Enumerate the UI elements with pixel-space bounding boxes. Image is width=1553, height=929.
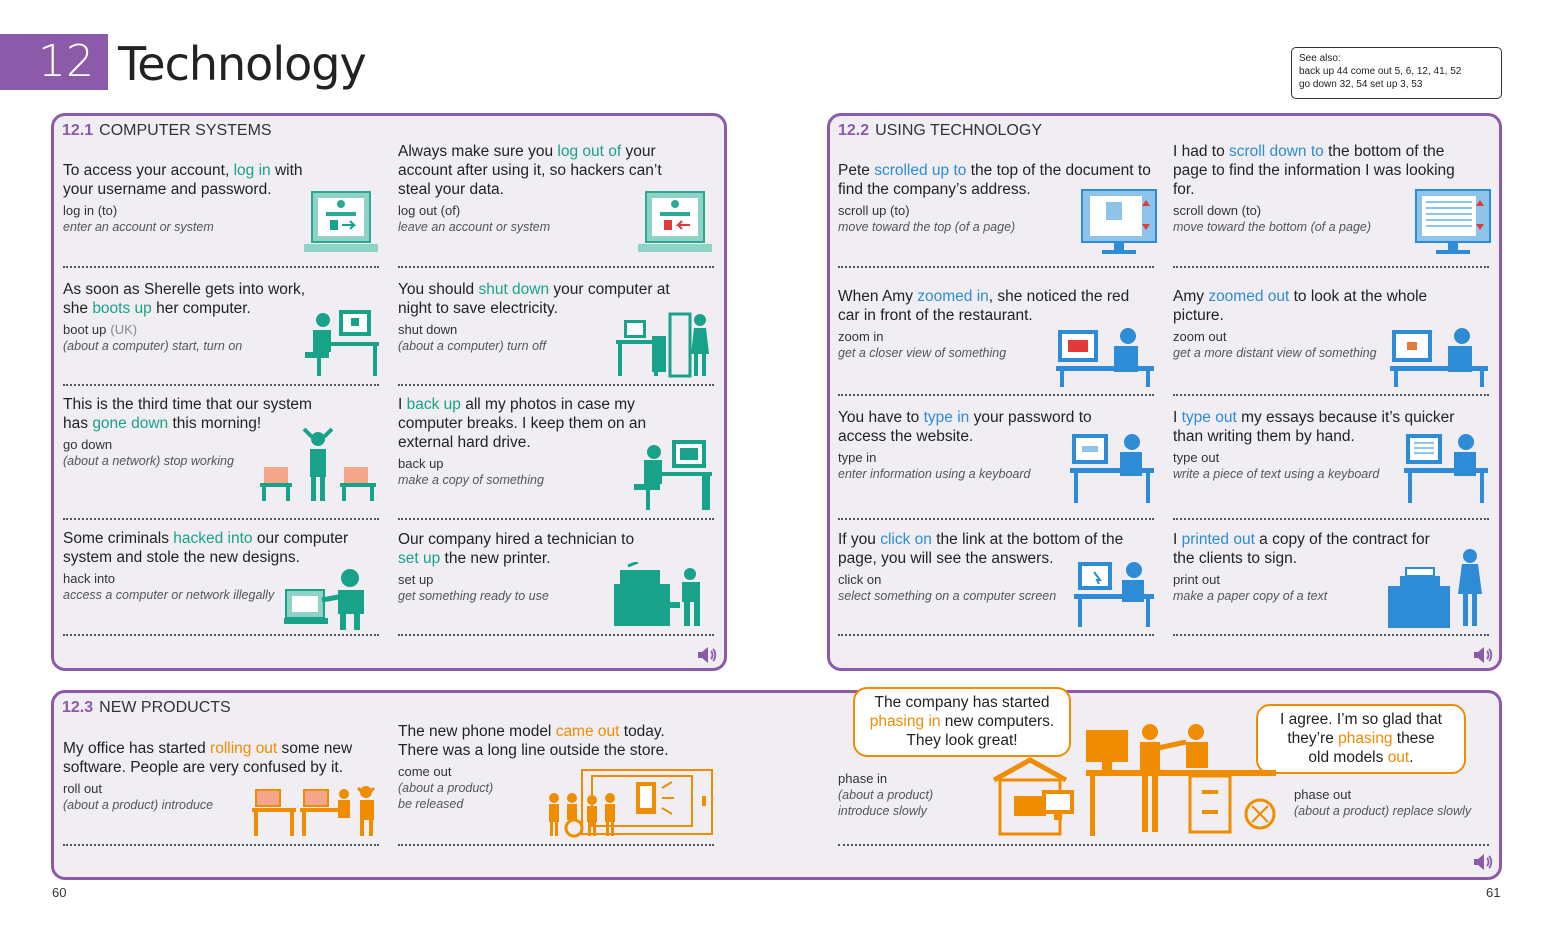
example-sentence: Our company hired a technician to set up the new printer. bbox=[398, 531, 635, 567]
definition: get a closer view of something bbox=[838, 346, 1007, 360]
dotted-separator bbox=[63, 844, 379, 846]
phrasal-verb-highlight: scroll down to bbox=[1229, 143, 1324, 160]
phrasal-verb-highlight: scrolled up to bbox=[874, 162, 967, 179]
phrasal-verb-highlight: came out bbox=[555, 723, 620, 740]
person-typing-out-illustration bbox=[1404, 432, 1490, 506]
page-number-right: 61 bbox=[1486, 885, 1501, 900]
store-line-illustration bbox=[546, 768, 714, 838]
entry-phase-in bbox=[838, 767, 978, 819]
page-number-left: 60 bbox=[52, 885, 67, 900]
chapter-number-tab: 12 bbox=[0, 34, 108, 90]
section-title: COMPUTER SYSTEMS bbox=[99, 122, 272, 139]
phrasal-verb: log out (of) bbox=[398, 203, 461, 218]
dotted-separator bbox=[838, 394, 1154, 396]
phrasal-verb: roll out bbox=[63, 781, 103, 796]
example-sentence: You have to type in your password to access the website. bbox=[838, 409, 1092, 445]
phrasal-verb-highlight: hacked into bbox=[173, 530, 253, 547]
speech-bubble-phasing-out: I agree. I’m so glad that they’re phasing these old models out. bbox=[1256, 704, 1466, 774]
section-title: NEW PRODUCTS bbox=[99, 699, 231, 716]
laptop-login-illustration bbox=[302, 190, 380, 260]
example-sentence: As soon as Sherelle gets into work, she boots up her computer. bbox=[63, 281, 306, 317]
phrasal-verb-highlight: type out bbox=[1181, 409, 1237, 426]
definition: (about a product) introduce bbox=[63, 798, 214, 812]
person-typing-in-illustration bbox=[1070, 432, 1156, 506]
phrasal-verb: hack into bbox=[63, 571, 116, 586]
phrasal-verb-highlight: boots up bbox=[92, 300, 152, 317]
example-sentence: To access your account, log in with your username and password. bbox=[63, 162, 303, 198]
phrasal-verb-highlight: gone down bbox=[92, 415, 169, 432]
phrasal-verb-highlight: back up bbox=[406, 396, 461, 413]
phrasal-verb: phase out bbox=[1294, 787, 1352, 802]
definition: enter information using a keyboard bbox=[838, 467, 1031, 481]
audio-speaker-icon[interactable] bbox=[696, 646, 718, 664]
audio-speaker-icon[interactable] bbox=[1472, 853, 1494, 871]
dotted-separator bbox=[1173, 394, 1489, 396]
section-number: 12.3 bbox=[62, 699, 94, 716]
dotted-separator bbox=[1173, 518, 1489, 520]
phrasal-verb-highlight: zoomed out bbox=[1208, 288, 1290, 305]
dotted-separator bbox=[63, 266, 379, 268]
phrasal-verb: zoom in bbox=[838, 329, 884, 344]
see-also-line-2: go down 32, 54 set up 3, 53 bbox=[1299, 79, 1423, 90]
example-sentence: Always make sure you log out of your account after using it, so hackers can’t steal your data. bbox=[398, 143, 662, 198]
definition: select something on a computer screen bbox=[838, 589, 1057, 603]
hacker-illustration bbox=[284, 566, 380, 632]
phrasal-verb: scroll down (to) bbox=[1173, 203, 1262, 218]
dotted-separator bbox=[398, 266, 714, 268]
dotted-separator bbox=[838, 518, 1154, 520]
entry-back-up bbox=[398, 395, 658, 488]
phrasal-verb-highlight: out bbox=[1387, 749, 1410, 766]
definition: (about a product) be released bbox=[398, 781, 494, 811]
dotted-separator bbox=[838, 266, 1154, 268]
definition: write a piece of text using a keyboard bbox=[1173, 467, 1380, 481]
phrasal-verb-highlight: printed out bbox=[1181, 531, 1255, 548]
dotted-separator bbox=[63, 634, 379, 636]
example-sentence: When Amy zoomed in, she noticed the red car in front of the restaurant. bbox=[838, 288, 1130, 324]
definition: make a copy of something bbox=[398, 473, 544, 487]
usage-note: (UK) bbox=[110, 322, 138, 337]
laptop-logout-illustration bbox=[636, 190, 714, 260]
monitor-scroll-up-illustration bbox=[1080, 188, 1158, 258]
monitor-scroll-down-illustration bbox=[1414, 188, 1492, 258]
speech-bubble-phasing-in: The company has started phasing in new computers. They look great! bbox=[853, 687, 1071, 757]
example-sentence: Pete scrolled up to the top of the document to find the company’s address. bbox=[838, 162, 1151, 198]
example-sentence: You should shut down your computer at night to save electricity. bbox=[398, 281, 670, 317]
definition: make a paper copy of a text bbox=[1173, 589, 1328, 603]
definition: (about a computer) start, turn on bbox=[63, 339, 243, 353]
chapter-title: Technology bbox=[118, 37, 366, 91]
office-phasing-illustration bbox=[990, 722, 1280, 838]
dotted-separator bbox=[63, 384, 379, 386]
phrasal-verb: phase in bbox=[838, 771, 888, 786]
phrasal-verb-highlight: rolling out bbox=[210, 740, 278, 757]
entry-log-in bbox=[63, 161, 333, 235]
phrasal-verb: back up bbox=[398, 456, 444, 471]
phrasal-verb-highlight: phasing in bbox=[869, 713, 941, 730]
technician-printer-illustration bbox=[608, 562, 714, 630]
definition: get something ready to use bbox=[398, 589, 549, 603]
entry-phase-out bbox=[1294, 783, 1494, 819]
phrasal-verb-highlight: log in bbox=[233, 162, 271, 179]
entry-boot-up bbox=[63, 280, 323, 354]
section-number: 12.1 bbox=[62, 122, 94, 139]
example-sentence: I had to scroll down to the bottom of the page to find the information I was looking for. bbox=[1173, 143, 1455, 198]
phrasal-verb: scroll up (to) bbox=[838, 203, 910, 218]
phrasal-verb: type in bbox=[838, 450, 877, 465]
dotted-separator bbox=[838, 634, 1154, 636]
definition-line-2: introduce slowly bbox=[838, 804, 927, 818]
dotted-separator bbox=[838, 844, 1489, 846]
phrasal-verb: zoom out bbox=[1173, 329, 1227, 344]
office-shutdown-illustration bbox=[614, 306, 714, 380]
section-title: USING TECHNOLOGY bbox=[875, 122, 1042, 139]
phrasal-verb: boot up (UK) bbox=[63, 322, 138, 337]
example-sentence: If you click on the link at the bottom of the page, you will see the answers. bbox=[838, 531, 1124, 567]
definition: (about a network) stop working bbox=[63, 454, 234, 468]
definition: (about a computer) turn off bbox=[398, 339, 546, 353]
definition: move toward the top (of a page) bbox=[838, 220, 1016, 234]
phrasal-verb: type out bbox=[1173, 450, 1220, 465]
entry-type-in bbox=[838, 408, 1098, 482]
phrasal-verb-highlight: phasing bbox=[1338, 730, 1393, 747]
definition-line-1: (about a product) bbox=[838, 788, 934, 802]
definition: leave an account or system bbox=[398, 220, 551, 234]
example-sentence: Amy zoomed out to look at the whole picture. bbox=[1173, 288, 1428, 324]
person-clicking-illustration bbox=[1074, 560, 1156, 628]
dotted-separator bbox=[1173, 266, 1489, 268]
person-backing-up-illustration bbox=[632, 438, 714, 512]
person-printing-illustration bbox=[1386, 546, 1490, 630]
audio-speaker-icon[interactable] bbox=[1472, 646, 1494, 664]
definition: move toward the bottom (of a page) bbox=[1173, 220, 1372, 234]
phrasal-verb: go down bbox=[63, 437, 113, 452]
section-heading bbox=[62, 122, 272, 140]
section-heading bbox=[62, 699, 231, 717]
definition: access a computer or network illegally bbox=[63, 588, 275, 602]
see-also-title: See also: bbox=[1299, 53, 1341, 64]
phrasal-verb-highlight: zoomed in bbox=[917, 288, 989, 305]
see-also-line-1: back up 44 come out 5, 6, 12, 41, 52 bbox=[1299, 66, 1462, 77]
person-zoom-out-illustration bbox=[1390, 326, 1490, 388]
phrasal-verb: click on bbox=[838, 572, 882, 587]
example-sentence: My office has started rolling out some new software. People are very confused by it. bbox=[63, 740, 353, 776]
dotted-separator bbox=[398, 518, 714, 520]
example-sentence: I back up all my photos in case my computer breaks. I keep them on an external hard drive. bbox=[398, 396, 647, 451]
phrasal-verb-highlight: click on bbox=[880, 531, 932, 548]
person-at-computer-illustration bbox=[303, 308, 381, 380]
dotted-separator bbox=[1173, 634, 1489, 636]
example-sentence: Some criminals hacked into our computer system and stole the new designs. bbox=[63, 530, 349, 566]
frustrated-worker-illustration bbox=[256, 425, 380, 503]
phrasal-verb-highlight: log out of bbox=[557, 143, 622, 160]
phrasal-verb: come out bbox=[398, 764, 452, 779]
example-sentence: I type out my essays because it’s quicker than writing them by hand. bbox=[1173, 409, 1455, 445]
person-zoom-in-illustration bbox=[1056, 326, 1156, 388]
phrasal-verb-highlight: type in bbox=[923, 409, 970, 426]
dotted-separator bbox=[63, 518, 379, 520]
see-also-box bbox=[1291, 47, 1502, 99]
definition: (about a product) replace slowly bbox=[1294, 804, 1472, 818]
office-rollout-illustration bbox=[252, 784, 380, 838]
example-sentence: This is the third time that our system has gone down this morning! bbox=[63, 396, 312, 432]
example-sentence: The new phone model came out today. There was a long line outside the store. bbox=[398, 723, 669, 759]
section-number: 12.2 bbox=[838, 122, 870, 139]
phrasal-verb-highlight: set up bbox=[398, 550, 441, 567]
dotted-separator bbox=[398, 844, 714, 846]
definition: enter an account or system bbox=[63, 220, 214, 234]
definition: get a more distant view of something bbox=[1173, 346, 1377, 360]
section-heading bbox=[838, 122, 1042, 140]
phrasal-verb-highlight: shut down bbox=[478, 281, 550, 298]
dotted-separator bbox=[398, 634, 714, 636]
dotted-separator bbox=[398, 384, 714, 386]
example-sentence: I printed out a copy of the contract for the clients to sign. bbox=[1173, 531, 1430, 567]
phrasal-verb: set up bbox=[398, 572, 434, 587]
phrasal-verb: shut down bbox=[398, 322, 458, 337]
phrasal-verb: log in (to) bbox=[63, 203, 118, 218]
phrasal-verb: print out bbox=[1173, 572, 1220, 587]
